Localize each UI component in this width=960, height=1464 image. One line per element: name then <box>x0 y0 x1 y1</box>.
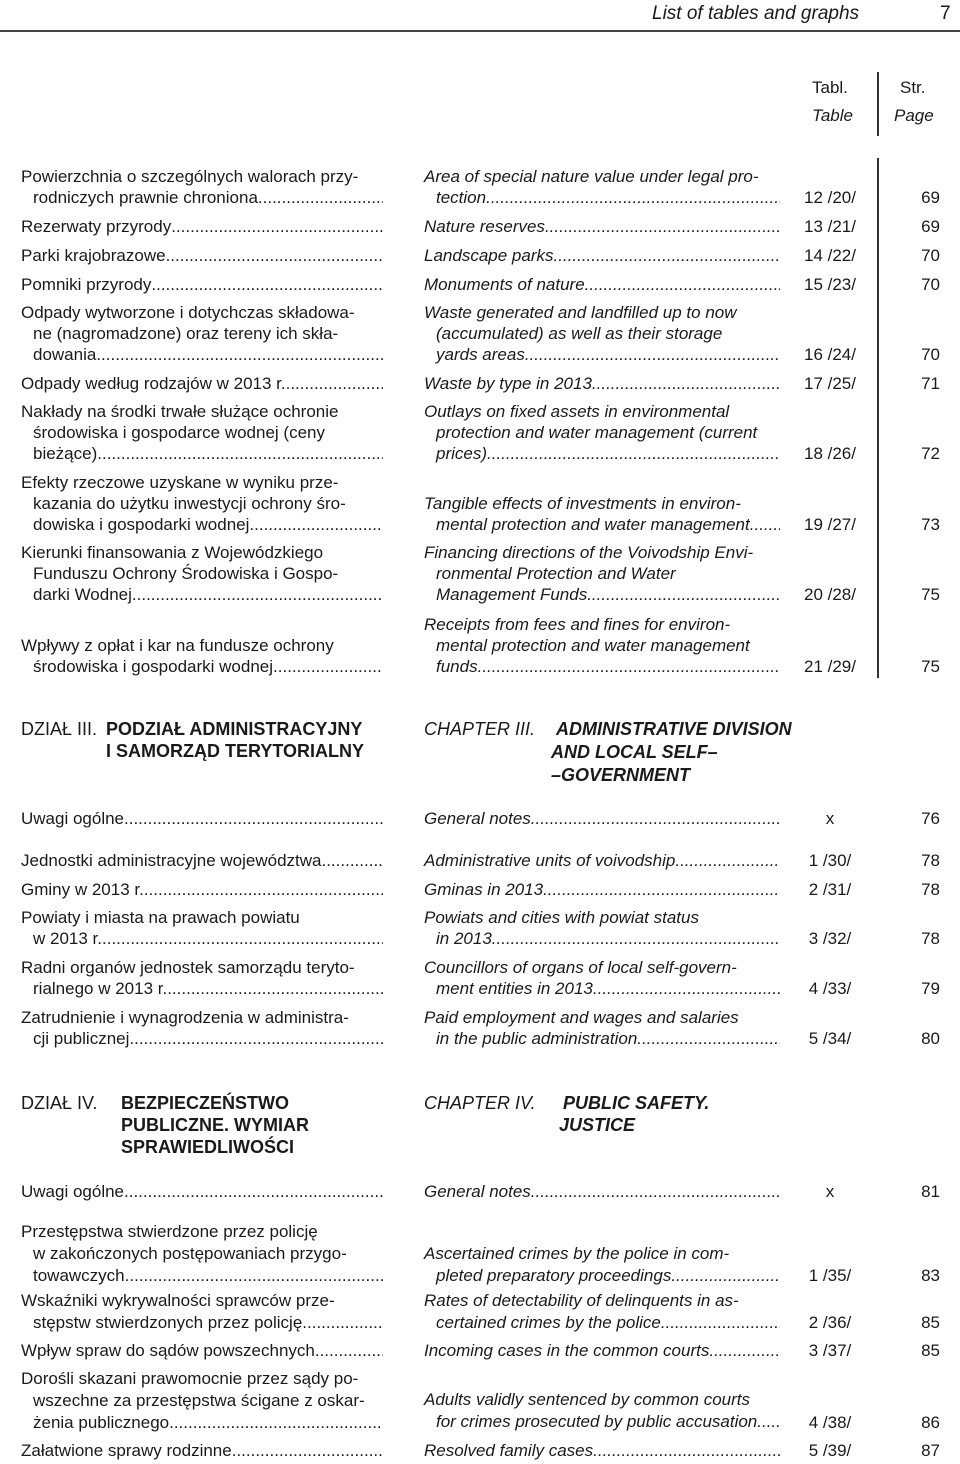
row-title-en-text: Gminas in 2013 <box>424 880 544 899</box>
column-head-page-pl: Str. <box>900 78 926 97</box>
row-title-pl-text: stępstw stwierdzonych przez policję <box>33 1313 303 1332</box>
row-title-pl-text: Załatwione sprawy rodzinne <box>21 1441 232 1460</box>
row-title-pl: Funduszu Ochrony Środowiska i Gospo- <box>33 564 339 583</box>
row-table-number: 19 /27/ <box>804 515 856 534</box>
row-title-pl: Wskaźniki wykrywalności sprawców prze- <box>21 1291 335 1310</box>
dot-leader <box>169 1412 383 1433</box>
row-page-number: 70 <box>921 345 940 364</box>
dot-leader <box>315 1340 383 1361</box>
row-title-en-text: in the public administration <box>436 1029 638 1048</box>
row-title-en-text: Administrative units of voivodship <box>424 851 676 870</box>
dot-leader <box>543 879 780 900</box>
row-page-number: 78 <box>921 929 940 948</box>
row-page-number: 72 <box>921 444 940 463</box>
chapter-4-title-pl-2: PUBLICZNE. WYMIAR <box>121 1115 309 1135</box>
row-title-pl-text: środowiska i gospodarki wodnej <box>33 657 274 676</box>
row-title-en: Outlays on fixed assets in environmental <box>424 402 730 421</box>
row-title-pl-text: rialnego w 2013 r. <box>33 979 168 998</box>
row-title-en <box>424 1181 780 1202</box>
dot-leader <box>321 850 383 871</box>
dot-leader <box>486 187 780 208</box>
dot-leader <box>492 928 780 949</box>
row-title-en: Adults validly sentenced by common courts <box>424 1390 750 1409</box>
chapter-3-title-pl-1: PODZIAŁ ADMINISTRACYJNY <box>106 719 363 739</box>
column-head-table-en: Table <box>812 106 853 125</box>
row-title-pl <box>21 1412 383 1433</box>
row-title-pl: Efekty rzeczowe uzyskane w wyniku prze- <box>21 473 339 492</box>
row-title-pl <box>21 187 383 208</box>
page-header <box>0 0 960 30</box>
row-page-number: 86 <box>921 1413 940 1432</box>
row-title-pl <box>21 808 383 829</box>
row-title-pl: Radni organów jednostek samorządu teryto- <box>21 958 355 977</box>
row-page-number: 78 <box>921 851 940 870</box>
row-title-pl: Przestępstwa stwierdzone przez policję <box>21 1222 318 1241</box>
row-title-pl-text: Uwagi ogólne <box>21 809 125 828</box>
row-table-number: 1 /30/ <box>808 851 852 870</box>
dot-leader <box>750 514 780 535</box>
column-head-page-en: Page <box>894 106 934 125</box>
row-title-pl <box>21 1440 383 1461</box>
row-table-number: 3 /37/ <box>808 1341 852 1360</box>
row-title-pl-text: rodniczych prawnie chroniona <box>33 188 258 207</box>
row-title-en: Tangible effects of investments in environ- <box>424 494 741 513</box>
row-title-en <box>424 1028 780 1049</box>
dot-leader <box>232 1440 383 1461</box>
row-title-pl-text: bieżące) <box>33 444 98 463</box>
dot-leader <box>525 344 780 365</box>
dot-leader <box>258 187 383 208</box>
dot-leader <box>144 879 383 900</box>
chapter-4-title-en-1: PUBLIC SAFETY. <box>563 1093 710 1113</box>
chapter-3-title-en-1: ADMINISTRATIVE DIVISION <box>556 719 792 739</box>
dot-leader <box>273 656 383 677</box>
row-title-en <box>424 879 780 900</box>
dot-leader <box>587 584 780 605</box>
dot-leader <box>166 245 383 266</box>
row-title-pl <box>21 1312 383 1333</box>
row-table-number: 5 /39/ <box>808 1441 852 1460</box>
row-title-en: Area of special nature value under legal pro- <box>424 167 759 186</box>
dot-leader <box>286 373 383 394</box>
row-title-en-text: funds <box>436 657 478 676</box>
row-table-number: 4 /33/ <box>808 979 852 998</box>
row-table-number: 1 /35/ <box>808 1266 852 1285</box>
row-title-en-text: General notes <box>424 1182 531 1201</box>
row-title-pl: Powiaty i miasta na prawach powiatu <box>21 908 300 927</box>
dot-leader <box>661 1312 780 1333</box>
chapter-3-prefix-pl: DZIAŁ III. <box>21 719 98 739</box>
row-page-number: 70 <box>921 246 940 265</box>
dot-leader <box>129 1028 383 1049</box>
row-title-en <box>424 344 780 365</box>
row-table-number: x <box>825 1182 835 1201</box>
row-title-en: Paid employment and wages and salaries <box>424 1008 739 1027</box>
row-table-number: 18 /26/ <box>804 444 856 463</box>
row-title-pl <box>21 344 383 365</box>
row-title-pl: ne (nagromadzone) oraz tereny ich skła- <box>33 324 339 343</box>
row-title-en-text: prices) <box>436 444 488 463</box>
row-page-number: 85 <box>921 1341 940 1360</box>
row-title-en <box>424 245 780 266</box>
row-title-en <box>424 373 780 394</box>
row-table-number: 16 /24/ <box>804 345 856 364</box>
row-title-en <box>424 1265 780 1286</box>
row-title-en <box>424 928 780 949</box>
dot-leader <box>545 216 780 237</box>
chapter-4-title-en-2: JUSTICE <box>559 1115 636 1135</box>
dot-leader <box>124 1181 383 1202</box>
row-table-number: 5 /34/ <box>808 1029 852 1048</box>
dot-leader <box>249 514 383 535</box>
row-title-en-text: ment entities in 2013 <box>436 979 593 998</box>
row-title-en-text: in 2013 <box>436 929 492 948</box>
row-page-number: 85 <box>921 1313 940 1332</box>
row-title-en: Rates of detectability of delinquents in as- <box>424 1291 739 1310</box>
row-title-pl-text: Rezerwaty przyrody <box>21 217 172 236</box>
dot-leader <box>593 1440 780 1461</box>
row-title-en <box>424 274 780 295</box>
row-title-pl: Odpady wytworzone i dotychczas składowa- <box>21 303 355 322</box>
row-table-number: 2 /31/ <box>808 880 852 899</box>
row-title-en: mental protection and water management <box>436 636 750 655</box>
row-table-number: 13 /21/ <box>804 217 856 236</box>
row-title-en <box>424 656 780 677</box>
chapter-4-title-pl-1: BEZPIECZEŃSTWO <box>121 1093 290 1113</box>
row-page-number: 75 <box>921 585 940 604</box>
row-title-pl-text: Pomniki przyrody <box>21 275 152 294</box>
row-title-pl-text: Odpady według rodzajów w 2013 r. <box>21 374 286 393</box>
row-title-pl-text: Parki krajobrazowe <box>21 246 166 265</box>
row-title-pl <box>21 656 383 677</box>
dot-leader <box>125 1265 383 1286</box>
header-page-number: 7 <box>940 3 951 24</box>
row-title-pl <box>21 1028 383 1049</box>
row-title-pl-text: cji publicznej <box>33 1029 130 1048</box>
chapter-4-title-pl-3: SPRAWIEDLIWOŚCI <box>121 1137 295 1157</box>
row-title-pl: kazania do użytku inwestycji ochrony śro- <box>33 494 346 513</box>
row-title-en-text: Landscape parks <box>424 246 554 265</box>
row-title-en-text: yards areas <box>436 345 525 364</box>
dot-leader <box>585 274 780 295</box>
row-page-number: 76 <box>921 809 940 828</box>
row-title-pl: Zatrudnienie i wynagrodzenia w administra- <box>21 1008 349 1027</box>
dot-leader <box>487 443 780 464</box>
row-title-en-text: Resolved family cases <box>424 1441 594 1460</box>
dot-leader <box>97 443 383 464</box>
row-title-en <box>424 1440 780 1461</box>
row-title-en: Powiats and cities with powiat status <box>424 908 699 927</box>
row-title-pl <box>21 443 383 464</box>
row-title-pl <box>21 1340 383 1361</box>
row-table-number: 21 /29/ <box>804 657 856 676</box>
dot-leader <box>151 274 383 295</box>
row-title-en: Receipts from fees and fines for environ- <box>424 615 731 634</box>
row-table-number: 20 /28/ <box>804 585 856 604</box>
row-title-en <box>424 1411 780 1432</box>
chapter-3-prefix-en: CHAPTER III. <box>424 719 536 739</box>
row-page-number: 69 <box>921 188 940 207</box>
row-title-en <box>424 216 780 237</box>
row-title-pl: Kierunki finansowania z Wojewódzkiego <box>21 543 324 562</box>
dot-leader <box>167 978 383 999</box>
dot-leader <box>124 808 383 829</box>
dot-leader <box>102 928 383 949</box>
dot-leader <box>478 656 780 677</box>
dot-leader <box>171 216 383 237</box>
dot-leader <box>709 1340 780 1361</box>
column-divider <box>877 158 879 678</box>
row-page-number: 70 <box>921 275 940 294</box>
row-title-en <box>424 1312 780 1333</box>
row-title-pl <box>21 879 383 900</box>
dot-leader <box>531 1181 780 1202</box>
row-title-en-text: pleted preparatory proceedings <box>436 1266 672 1285</box>
row-title-en-text: Monuments of nature <box>424 275 585 294</box>
row-title-en <box>424 514 780 535</box>
row-title-en <box>424 1340 780 1361</box>
row-title-en <box>424 187 780 208</box>
row-title-pl <box>21 1181 383 1202</box>
row-page-number: 73 <box>921 515 940 534</box>
row-page-number: 83 <box>921 1266 940 1285</box>
chapter-4-prefix-pl: DZIAŁ IV. <box>21 1093 98 1113</box>
row-title-en-text: Incoming cases in the common courts <box>424 1341 710 1360</box>
row-title-en: Waste generated and landfilled up to now <box>424 303 737 322</box>
row-page-number: 75 <box>921 657 940 676</box>
chapter-3-title-en-3: –GOVERNMENT <box>551 765 691 785</box>
row-title-en: (accumulated) as well as their storage <box>436 324 723 343</box>
dot-leader <box>675 850 780 871</box>
row-title-pl-text: żenia publicznego <box>33 1413 170 1432</box>
dot-leader <box>757 1411 780 1432</box>
row-title-pl-text: towawczych <box>33 1266 125 1285</box>
row-title-pl-text: Gminy w 2013 r. <box>21 880 144 899</box>
row-title-en-text: certained crimes by the police <box>436 1313 661 1332</box>
dot-leader <box>531 808 780 829</box>
row-title-pl <box>21 584 383 605</box>
row-title-pl: Powierzchnia o szczególnych walorach przy- <box>21 167 359 186</box>
row-title-pl: środowiska i gospodarce wodnej (ceny <box>33 423 325 442</box>
row-title-en-text: tection <box>436 188 487 207</box>
dot-leader <box>132 584 383 605</box>
row-table-number: 15 /23/ <box>804 275 856 294</box>
row-title-pl <box>21 373 383 394</box>
dot-leader <box>671 1265 780 1286</box>
dot-leader <box>553 245 780 266</box>
row-title-pl-text: Wpływ spraw do sądów powszechnych <box>21 1341 315 1360</box>
row-title-pl-text: darki Wodnej <box>33 585 132 604</box>
row-table-number: 17 /25/ <box>804 374 856 393</box>
header-rule <box>0 30 960 32</box>
row-table-number: 12 /20/ <box>804 188 856 207</box>
row-title-pl-text: Jednostki administracyjne województwa <box>21 851 322 870</box>
row-title-en: protection and water management (current <box>436 423 758 442</box>
row-title-pl: Dorośli skazani prawomocnie przez sądy po- <box>21 1369 359 1388</box>
row-page-number: 71 <box>921 374 940 393</box>
chapter-3-title-pl-2: I SAMORZĄD TERYTORIALNY <box>106 741 365 761</box>
column-head-table-pl: Tabl. <box>812 78 848 97</box>
row-page-number: 87 <box>921 1441 940 1460</box>
row-title-pl-text: dowiska i gospodarki wodnej <box>33 515 250 534</box>
row-title-en: Councillors of organs of local self-govern- <box>424 958 737 977</box>
row-title-en: Financing directions of the Voivodship Envi- <box>424 543 754 562</box>
chapter-4-prefix-en: CHAPTER IV. <box>424 1093 536 1113</box>
row-table-number: 3 /32/ <box>808 929 852 948</box>
row-title-en-text: Management Funds <box>436 585 588 604</box>
row-title-en-text: General notes <box>424 809 531 828</box>
row-page-number: 79 <box>921 979 940 998</box>
row-title-en <box>424 850 780 871</box>
row-title-en-text: Nature reserves <box>424 217 545 236</box>
row-title-en-text: Waste by type in 2013 <box>424 374 592 393</box>
row-title-pl <box>21 216 383 237</box>
dot-leader <box>592 373 780 394</box>
row-title-pl <box>21 928 383 949</box>
dot-leader <box>637 1028 780 1049</box>
row-page-number: 69 <box>921 217 940 236</box>
row-table-number: x <box>825 809 835 828</box>
row-title-pl: w zakończonych postępowaniach przygo- <box>33 1244 347 1263</box>
row-title-en: Ascertained crimes by the police in com- <box>424 1244 730 1263</box>
column-divider <box>877 72 879 136</box>
row-title-pl-text: w 2013 r. <box>33 929 102 948</box>
chapter-3-title-en-2: AND LOCAL SELF– <box>551 742 718 762</box>
row-title-en-text: mental protection and water management <box>436 515 750 534</box>
row-title-en <box>424 584 780 605</box>
row-title-pl: wszechne za przestępstwa ścigane z oskar- <box>33 1391 365 1410</box>
row-title-en <box>424 978 780 999</box>
row-title-en: ronmental Protection and Water <box>436 564 676 583</box>
row-title-en <box>424 443 780 464</box>
dot-leader <box>96 344 383 365</box>
row-page-number: 78 <box>921 880 940 899</box>
row-title-pl <box>21 850 383 871</box>
row-page-number: 81 <box>921 1182 940 1201</box>
dot-leader <box>593 978 780 999</box>
row-title-pl: Wpływy z opłat i kar na fundusze ochrony <box>21 636 334 655</box>
row-title-pl: Nakłady na środki trwałe służące ochronie <box>21 402 339 421</box>
row-title-pl-text: dowania <box>33 345 97 364</box>
row-title-pl <box>21 274 383 295</box>
row-page-number: 80 <box>921 1029 940 1048</box>
row-title-pl <box>21 978 383 999</box>
dot-leader <box>302 1312 383 1333</box>
row-table-number: 4 /38/ <box>808 1413 852 1432</box>
row-title-en <box>424 808 780 829</box>
row-title-pl <box>21 1265 383 1286</box>
row-title-pl <box>21 514 383 535</box>
row-title-pl-text: Uwagi ogólne <box>21 1182 125 1201</box>
row-table-number: 2 /36/ <box>808 1313 852 1332</box>
row-title-en-text: for crimes prosecuted by public accusation <box>436 1412 758 1431</box>
row-table-number: 14 /22/ <box>804 246 856 265</box>
header-title: List of tables and graphs <box>652 3 860 24</box>
row-title-pl <box>21 245 383 266</box>
